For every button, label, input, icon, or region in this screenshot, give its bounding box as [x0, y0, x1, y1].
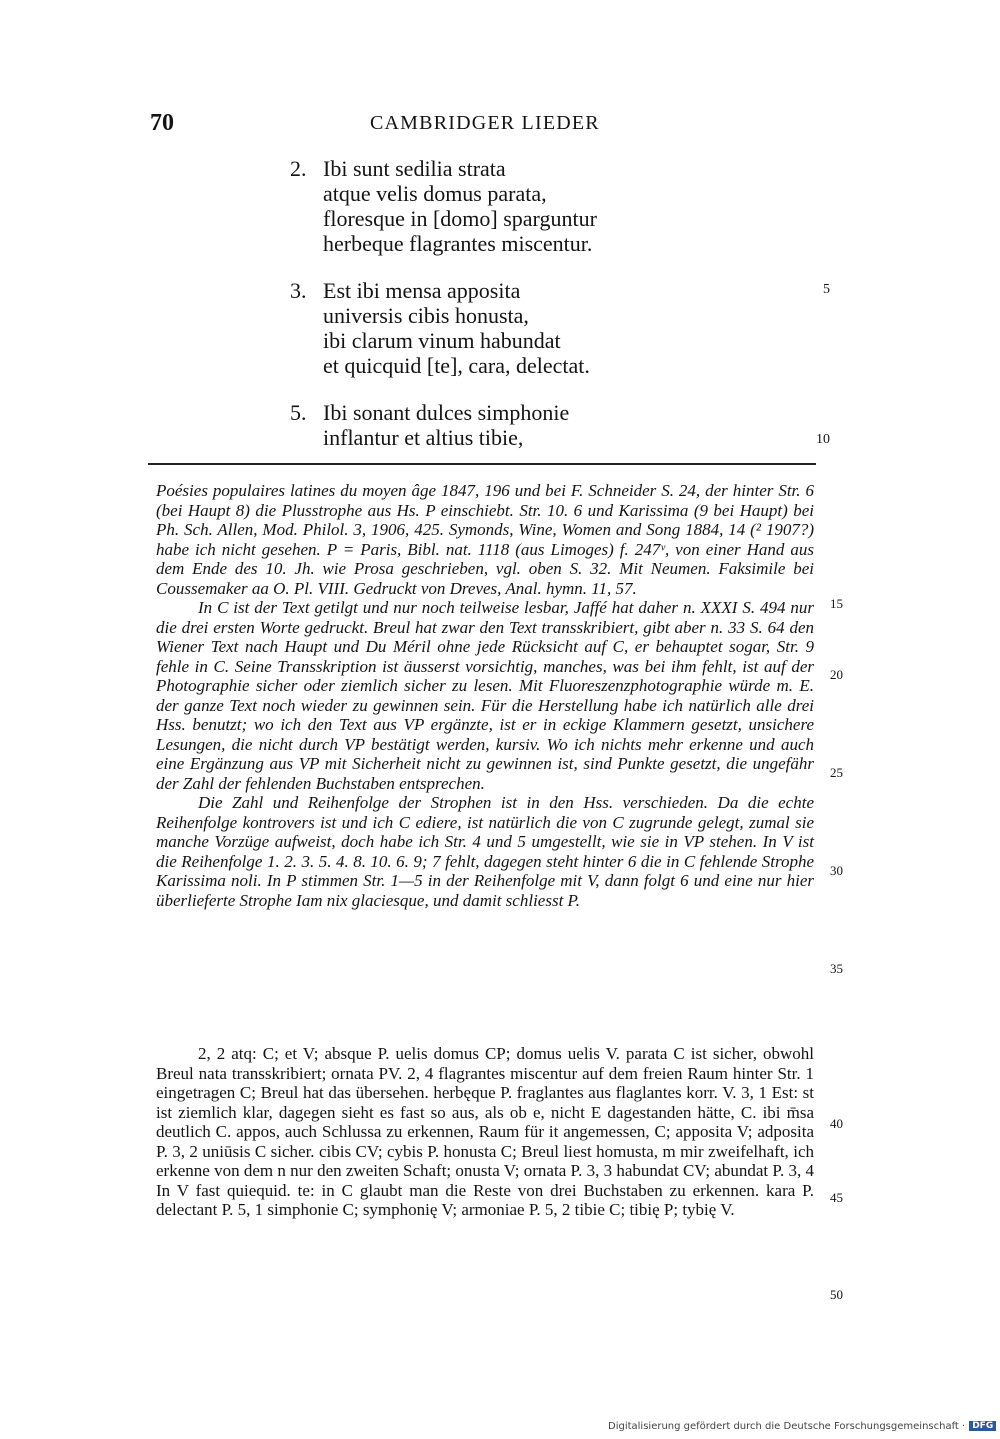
verse-line: inflantur et altius tibie, — [323, 425, 524, 450]
verse-line: floresque in [domo] sparguntur — [323, 206, 597, 231]
verse-line: Ibi sonant dulces simphonie — [323, 400, 570, 425]
note-paragraph: Die Zahl und Reihenfolge der Strophen ist in den Hss. verschieden. Da die echte Reihenfolge kontrovers ist und ich C ediere, ist natürlich die von C zugrunde gelegt, zumal sie manche Vorzüge aufweist, doch habe ich Str. 4 und 5 umgestellt, wie sie in VP stehen. In V ist die Reihenfolge 1. 2. 3. 5. 4. 8. 10. 6. 9; 7 fehlt, dagegen steht hinter 6 die in C fehlende Strophe Karissima noli. In P stimmen Str. 1—5 in der Reihenfolge mit V, dann folgt 6 und eine nur hier überlieferte Strophe Iam nix glaciesque, und damit schliesst P. — [156, 793, 814, 910]
line-number: 45 — [830, 1190, 843, 1205]
verse-line: Est ibi mensa apposita — [323, 278, 521, 303]
apparatus-text: 2, 2 atq: C; et V; absque P. uelis domus CP; domus uelis V. parata C ist sicher, obwohl Breul nata transskribiert; ornata PV. 2, 4 flagrantes miscentur auf dem freien Raum hinter Str. 1 eingetragen C; Breul hat das übersehen. herbęque P. fraglantes aus flaglantes korr. V. 3, 1 Est: st ist ziemlich klar, dagegen sieht es fast so aus, als ob e, nicht E dagestanden hätte, C. ibi m̄sa deutlich C. appos, auch Schlussa zu erkennen, Raum für it angemessen, C; apposita V; adposita P. 3, 2 uniūsis C sicher. cibis CV; cybis P. honusta C; Breul liest homusta, m mir zweifelhaft, ich erkenne von dem n nur den zweiten Schaft; onusta V; ornata P. 3, 3 habundat CV; abundat P. 3, 4 In V fast quiequid. te: in C glaubt man die Reste von drei Buchstaben zu erkennen. kara P. delectant P. 5, 1 simphonie C; symphonię V; armoniae P. 5, 2 tibie C; tibię P; tybię V. — [156, 1044, 814, 1219]
running-title: CAMBRIDGER LIEDER — [370, 112, 600, 134]
note-paragraph: Poésies populaires latines du moyen âge 1847, 196 und bei F. Schneider S. 24, der hinter Str. 6 (bei Haupt 8) die Plusstrophe aus Hs. P einschiebt. Str. 10. 6 und Karissima (9 bei Haupt) bei Ph. Sch. Allen, Mod. Philol. 3, 1906, 425. Symonds, Wine, Women and Song 1884, 14 (² 1907?) habe ich nicht gesehen. P = Paris, Bibl. nat. 1118 (aus Limoges) f. 247ᵛ, von einer Hand aus dem Ende des 10. Jh. wie Prosa geschrieben, vgl. oben S. 32. Mit Neumen. Faksimile bei Coussemaker aa O. Pl. VIII. Gedruckt von Dreves, Anal. hymn. 11, 57. — [156, 481, 814, 598]
line-number: 40 — [830, 1116, 843, 1131]
verse-line: atque velis domus parata, — [323, 181, 547, 206]
stanza-number: 5. — [290, 400, 307, 425]
poem — [290, 156, 830, 472]
critical-apparatus — [156, 1044, 814, 1220]
line-number: 25 — [830, 765, 843, 780]
funding-credit: Digitalisierung gefördert durch die Deutsche Forschungsgemeinschaft · — [608, 1421, 966, 1432]
page-number: 70 — [150, 110, 174, 136]
page-header — [0, 110, 1000, 140]
footer — [608, 1421, 996, 1432]
line-number: 5 — [823, 282, 830, 297]
dfg-logo: DFG — [969, 1421, 996, 1431]
stanza-2 — [290, 156, 830, 256]
verse-line: et quicquid [te], cara, delectat. — [323, 353, 590, 378]
verse-line: universis cibis honusta, — [323, 303, 529, 328]
stanza-3 — [290, 278, 830, 378]
line-number: 30 — [830, 863, 843, 878]
verse-line: ibi clarum vinum habundat — [323, 328, 561, 353]
note-paragraph: In C ist der Text getilgt und nur noch teilweise lesbar, Jaffé hat daher n. XXXI S. 494 nur die drei ersten Worte gedruckt. Breul hat zwar den Text transskribiert, gibt aber n. 33 S. 64 den Wiener Text nach Haupt und Du Méril ohne jede Rücksicht auf C, er behauptet sogar, Str. 9 fehle in C. Seine Transskription ist äusserst vorsichtig, manches, was bei ihm fehlt, ist auf der Photographie sicher oder ziemlich sicher zu lesen. Mit Fluoreszenzphotographie würde m. E. der ganze Text noch wieder zu gewinnen sein. Für die Herstellung habe ich natürlich alle drei Hss. benutzt; wo ich den Text aus VP ergänzte, ist er in eckige Klammern gesetzt, unsichere Lesungen, die nicht durch VP bestätigt werden, kursiv. Wo ich nichts mehr erkenne und auch eine Ergänzung aus VP mit Sicherheit nicht zu gewinnen ist, sind Punkte gesetzt, die ungefähr der Zahl der fehlenden Buchstaben entsprechen. — [156, 598, 814, 793]
stanza-number: 2. — [290, 156, 307, 181]
line-number: 50 — [830, 1287, 843, 1302]
stanza-5 — [290, 400, 830, 450]
verse-line: herbeque flagrantes miscentur. — [323, 231, 593, 256]
editorial-notes — [156, 481, 814, 910]
line-number: 20 — [830, 667, 843, 682]
line-number: 15 — [830, 596, 843, 611]
verse-line: Ibi sunt sedilia strata — [323, 156, 506, 181]
footnote-rule — [148, 463, 816, 465]
line-number: 35 — [830, 961, 843, 976]
stanza-number: 3. — [290, 278, 307, 303]
line-number: 10 — [816, 432, 830, 447]
